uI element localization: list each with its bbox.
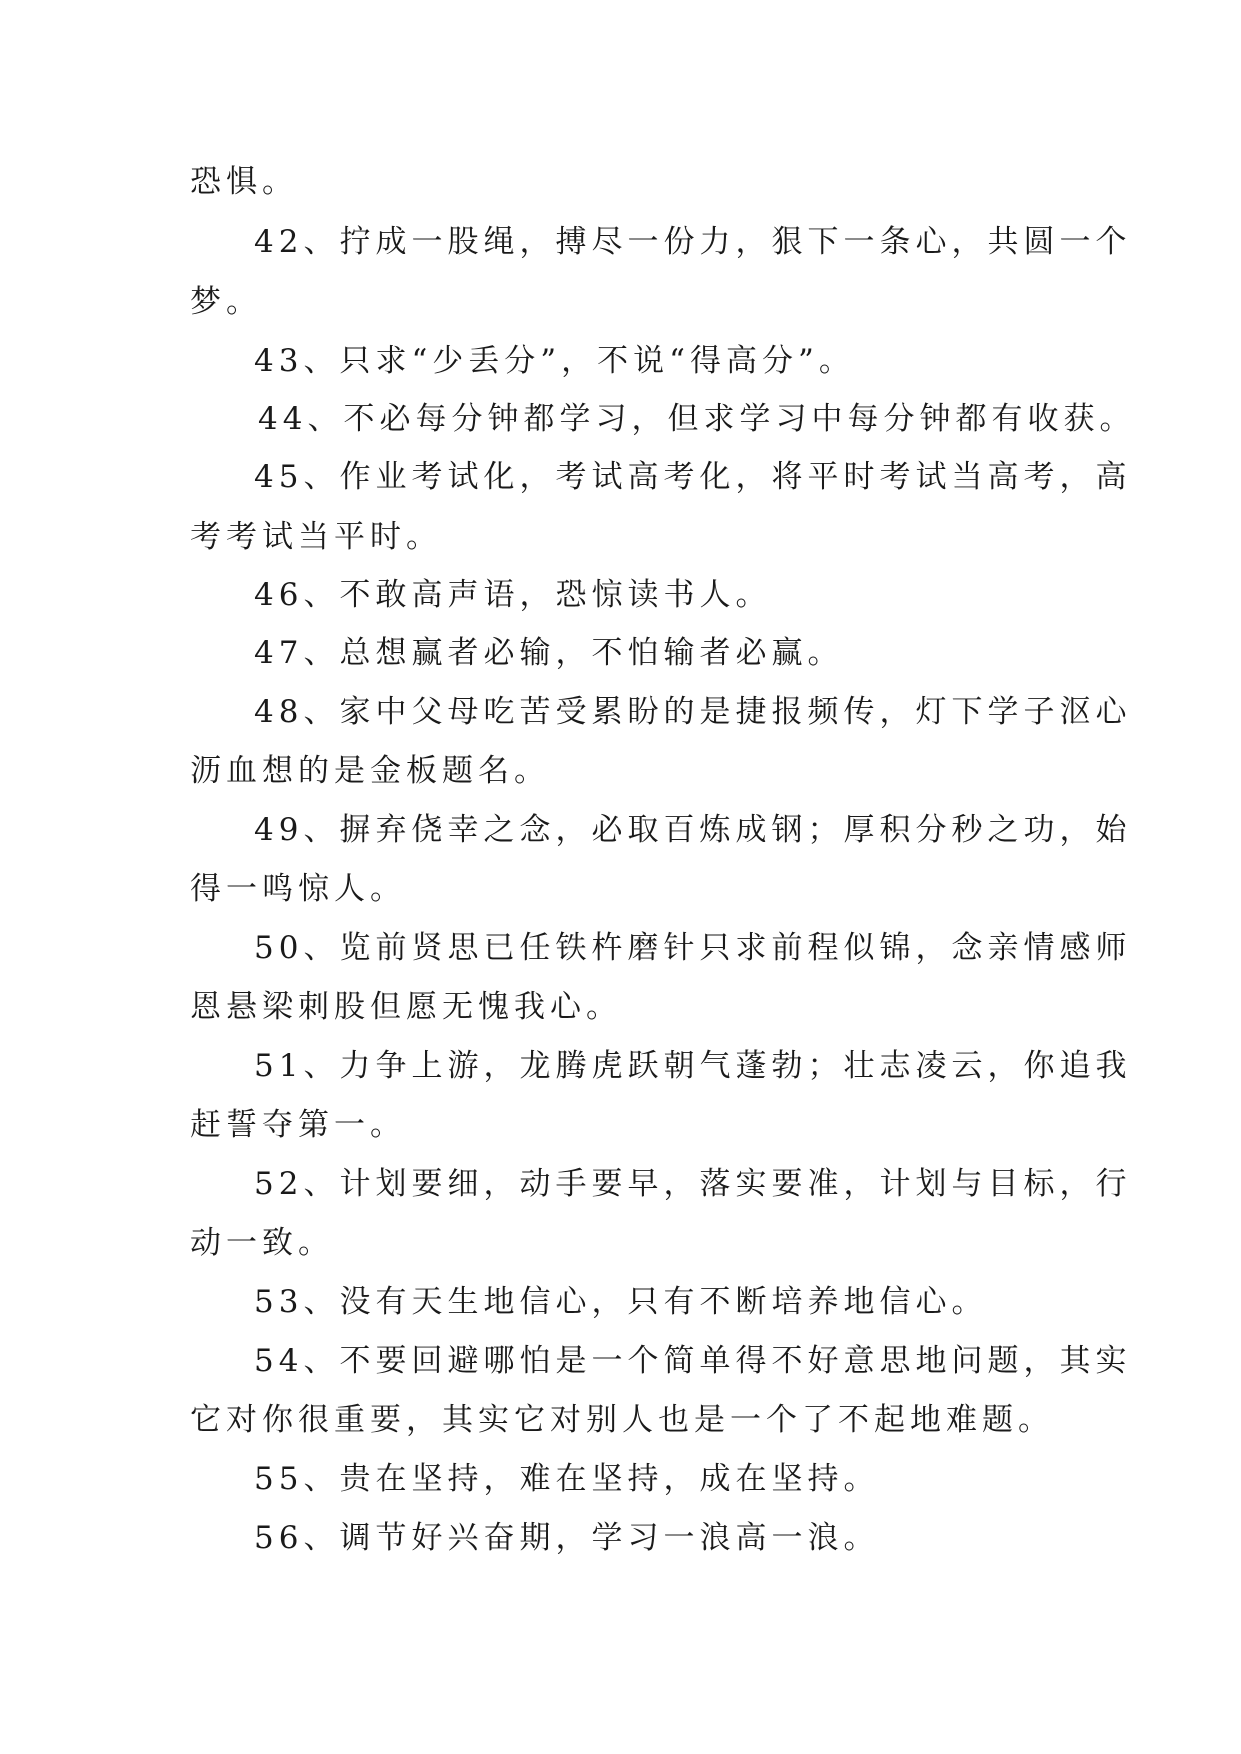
quote-54-line-1: 54、不要回避哪怕是一个简单得不好意思地问题，其实 <box>254 1343 1132 1379</box>
quote-50-line-2: 恩悬梁刺股但愿无愧我心。 <box>190 989 622 1025</box>
quote-45-line-2: 考考试当平时。 <box>190 519 442 555</box>
quote-53: 53、没有天生地信心，只有不断培养地信心。 <box>254 1284 988 1320</box>
quote-51-line-1: 51、力争上游，龙腾虎跃朝气蓬勃；壮志凌云，你追我 <box>254 1048 1132 1084</box>
quote-43: 43、只求“少丢分”，不说“得高分”。 <box>254 343 855 379</box>
quote-51-line-2: 赶誓夺第一。 <box>190 1107 406 1143</box>
quote-50-line-1: 50、览前贤思已任铁杵磨针只求前程似锦，念亲情感师 <box>254 930 1132 966</box>
quote-54-line-2: 它对你很重要，其实它对别人也是一个了不起地难题。 <box>190 1402 1054 1438</box>
quote-46: 46、不敢高声语，恐惊读书人。 <box>254 577 772 613</box>
quote-56: 56、调节好兴奋期，学习一浪高一浪。 <box>254 1520 880 1556</box>
quote-42-line-1: 42、拧成一股绳，搏尽一份力，狠下一条心，共圆一个 <box>254 224 1132 260</box>
quote-48-line-1: 48、家中父母吃苦受累盼的是捷报频传，灯下学子沤心 <box>254 694 1132 730</box>
quote-42-line-2: 梦。 <box>190 284 262 320</box>
quote-49-line-2: 得一鸣惊人。 <box>190 871 406 907</box>
quote-52-line-1: 52、计划要细，动手要早，落实要准，计划与目标，行 <box>254 1166 1132 1202</box>
quote-55: 55、贵在坚持，难在坚持，成在坚持。 <box>254 1461 880 1497</box>
quote-52-line-2: 动一致。 <box>190 1225 334 1261</box>
quote-47: 47、总想赢者必输，不怕输者必赢。 <box>254 635 844 671</box>
quote-45-line-1: 45、作业考试化，考试高考化，将平时考试当高考，高 <box>254 459 1132 495</box>
quote-44: 44、不必每分钟都学习，但求学习中每分钟都有收获。 <box>258 401 1136 437</box>
text-line-continuation: 恐惧。 <box>190 164 298 200</box>
quote-49-line-1: 49、摒弃侥幸之念，必取百炼成钢；厚积分秒之功，始 <box>254 812 1132 848</box>
quote-48-line-2: 沥血想的是金板题名。 <box>190 753 550 789</box>
